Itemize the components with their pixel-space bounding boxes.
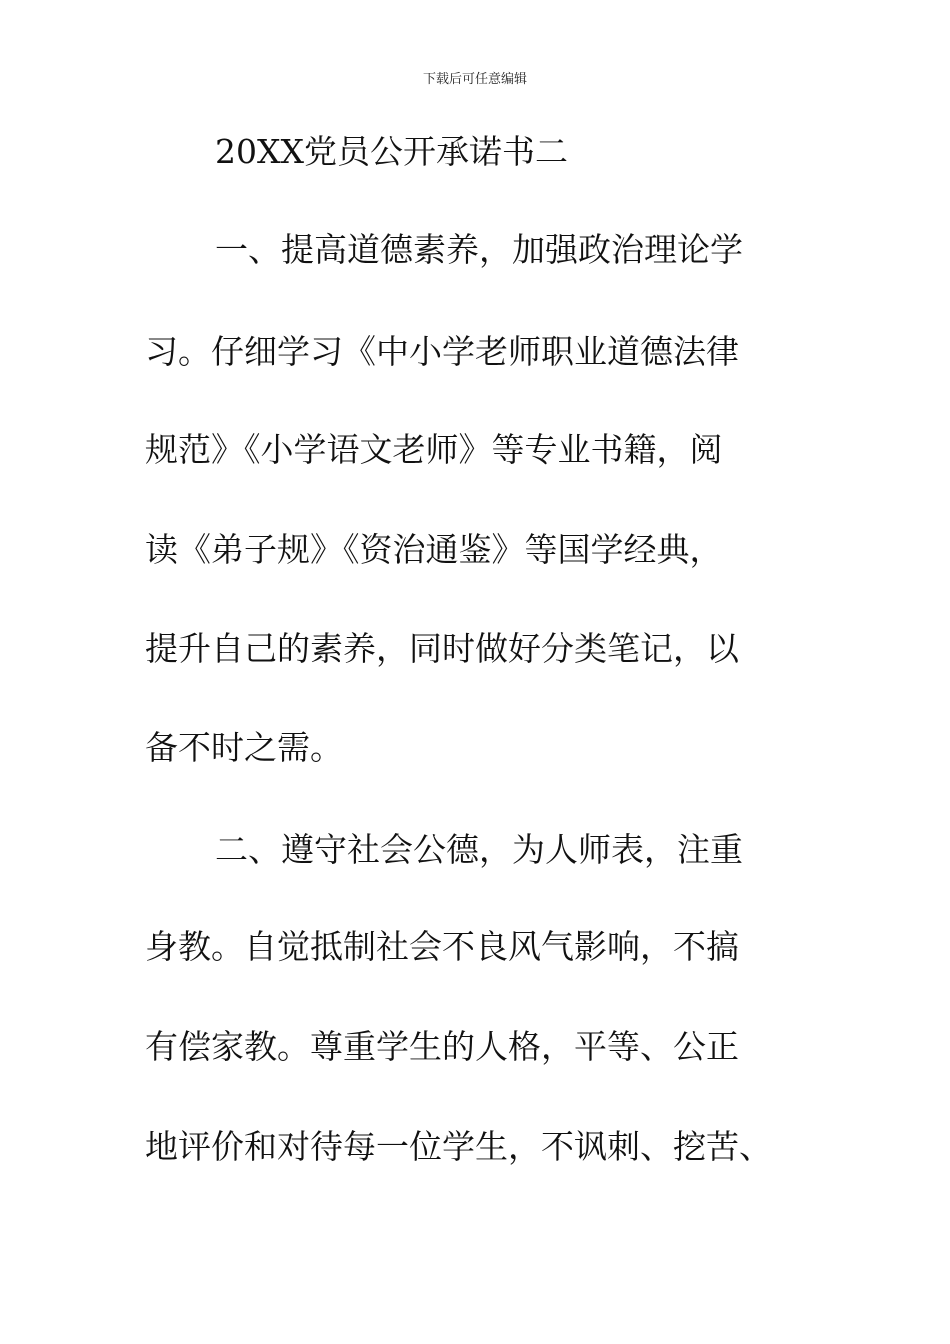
paragraph-1-line-6: 备不时之需。 (145, 728, 343, 767)
paragraph-1-line-1: 一、提高道德素养，加强政治理论学 (215, 230, 743, 269)
paragraph-1-line-5: 提升自己的素养，同时做好分类笔记，以 (145, 629, 739, 668)
paragraph-1-line-4: 读《弟子规》《资治通鉴》等国学经典， (145, 530, 723, 569)
paragraph-1-line-3: 规范》《小学语文老师》等专业书籍，阅 (145, 430, 723, 469)
paragraph-2-line-4: 地评价和对待每一位学生，不讽刺、挖苦、 (145, 1127, 772, 1166)
document-title: 20XX党员公开承诺书二 (215, 132, 568, 171)
paragraph-2-line-1: 二、遵守社会公德，为人师表，注重 (215, 830, 743, 869)
page-header-note: 下载后可任意编辑 (422, 72, 527, 87)
paragraph-2-line-2: 身教。自觉抵制社会不良风气影响，不搞 (145, 927, 739, 966)
paragraph-1-line-2: 习。仔细学习《中小学老师职业道德法律 (145, 332, 739, 371)
paragraph-2-line-3: 有偿家教。尊重学生的人格，平等、公正 (145, 1027, 739, 1066)
